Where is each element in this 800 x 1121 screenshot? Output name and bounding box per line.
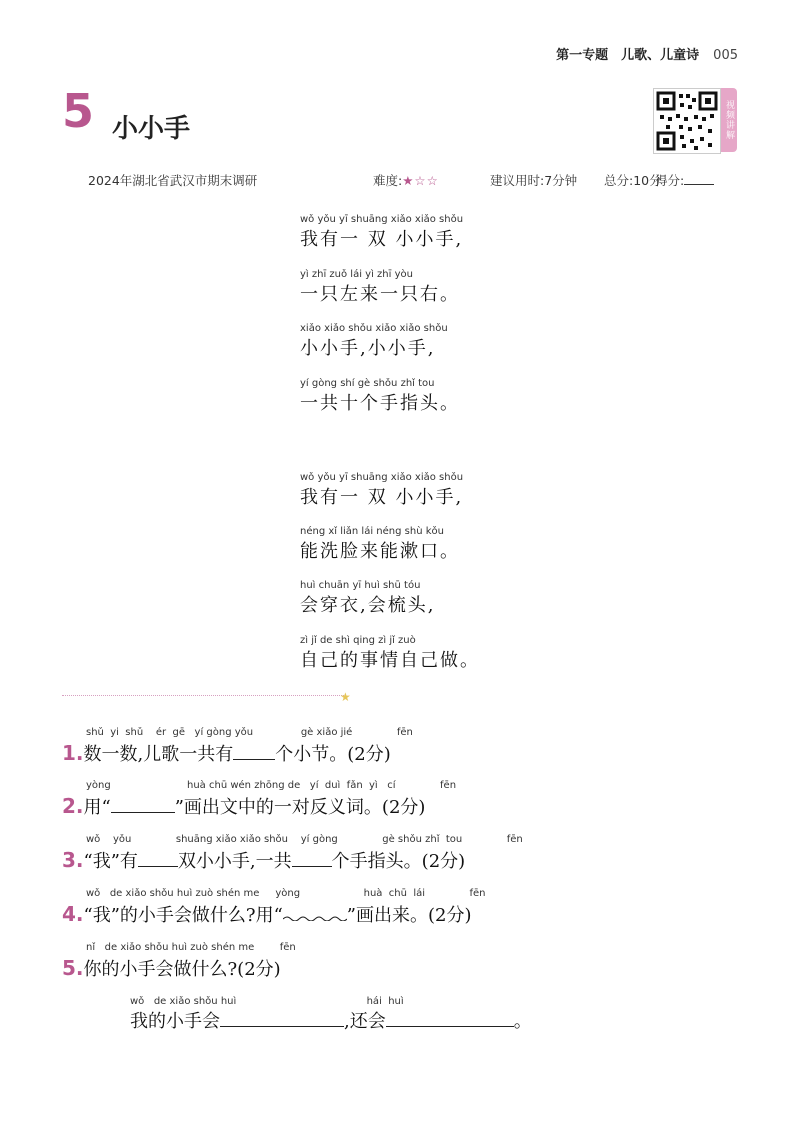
poem-text: 我有一 双 小小手,: [300, 487, 464, 508]
pinyin: wǒ yǒu yī shuāng xiǎo xiǎo shǒu: [300, 214, 464, 225]
answer-blank[interactable]: [220, 1010, 344, 1027]
question-text: ”画出来。(2分): [346, 905, 472, 926]
question-text: 数一数,儿歌一共有: [83, 744, 234, 765]
score-blank[interactable]: [684, 172, 714, 185]
poem-text: 一共十个手指头。: [300, 393, 460, 414]
poem-line: [300, 378, 560, 417]
poem-line: [300, 580, 560, 619]
question-4: wǒ de xiǎo shǒu huì zuò shén me yòng huà chū lái fēn 4.“我”的小手会做什么?用“ ”画出来。(2分): [62, 888, 762, 928]
poem-line: [300, 635, 560, 674]
pinyin: wǒ de xiǎo shǒu huì hái huì: [130, 996, 404, 1007]
question-text: 个小节。(2分): [275, 744, 391, 765]
pinyin: yì zhī zuǒ lái yì zhī yòu: [300, 269, 413, 280]
question-number: 1: [62, 741, 76, 765]
running-head: [556, 44, 738, 63]
question-1: shǔ yi shǔ ér gē yí gòng yǒu gè xiǎo jié fēn 1.数一数,儿歌一共有 个小节。(2分): [62, 727, 762, 767]
answer-blank[interactable]: [138, 850, 178, 867]
pinyin: yòng huà chū wén zhōng de yí duì fǎn yì cí fēn: [86, 780, 457, 791]
question-number: 2: [62, 794, 76, 818]
poem-text: 会穿衣,会梳头,: [300, 595, 436, 616]
poem-text: 一只左来一只右。: [300, 284, 460, 305]
question-text: 双小小手,一共: [177, 851, 292, 872]
pinyin: yí gòng shí gè shǒu zhǐ tou: [300, 378, 435, 389]
question-number: 4: [62, 902, 76, 926]
answer-text: ,还会: [344, 1011, 386, 1032]
suggested-time: 建议用时:7分钟: [490, 173, 578, 188]
pinyin: xiǎo xiǎo shǒu xiǎo xiǎo shǒu: [300, 323, 448, 334]
difficulty: [373, 171, 439, 189]
poem-text: 我有一 双 小小手,: [300, 229, 464, 250]
poem-text: 自己的事情自己做。: [300, 650, 480, 671]
poem-line: [300, 214, 560, 253]
poem-line: [300, 323, 560, 362]
page-number: 005: [713, 48, 738, 63]
answer-blank[interactable]: [111, 796, 175, 813]
difficulty-stars: ★☆☆: [402, 173, 439, 188]
poem-text: 能洗脸来能漱口。: [300, 541, 460, 562]
exam-source: 2024年湖北省武汉市期末调研: [88, 173, 258, 188]
poem-text: 小小手,小小手,: [300, 338, 436, 359]
answer-text: 。: [513, 1011, 532, 1032]
question-text: 用“: [83, 797, 111, 818]
video-explanation-tab[interactable]: 视频讲解: [721, 88, 737, 152]
star-icon: ★: [340, 690, 351, 704]
pinyin: huì chuān yī huì shū tóu: [300, 580, 421, 591]
question-text: “我”有: [83, 851, 138, 872]
question-5: nǐ de xiǎo shǒu huì zuò shén me fēn 5.你的小手会做什么?(2分): [62, 942, 762, 982]
total-score: 总分:10分: [604, 173, 662, 188]
pinyin: wǒ de xiǎo shǒu huì zuò shén me yòng huà chū lái fēn: [86, 888, 486, 899]
question-2: yòng huà chū wén zhōng de yí duì fǎn yì cí fēn 2.用“ ”画出文中的一对反义词。(2分): [62, 780, 762, 820]
pinyin: zì jǐ de shì qing zì jǐ zuò: [300, 635, 416, 646]
pinyin: shǔ yi shǔ ér gē yí gòng yǒu gè xiǎo jié fēn: [86, 727, 413, 738]
pinyin: néng xǐ liǎn lái néng shù kǒu: [300, 526, 444, 537]
section-title: 第一专题 儿歌、儿童诗: [556, 48, 700, 63]
question-text: ”画出文中的一对反义词。(2分): [174, 797, 426, 818]
wavy-underline-icon[interactable]: [283, 907, 347, 921]
question-number: 3: [62, 848, 76, 872]
pinyin: nǐ de xiǎo shǒu huì zuò shén me fēn: [86, 942, 296, 953]
lesson-title: 小小手: [112, 114, 191, 144]
answer-blank[interactable]: [292, 850, 332, 867]
score-label: 得分:: [655, 173, 685, 188]
section-divider: [62, 695, 344, 696]
pinyin: wǒ yǒu yī shuāng xiǎo xiǎo shǒu: [300, 472, 464, 483]
answer-text: 我的小手会: [130, 1011, 220, 1032]
answer-line: [130, 996, 800, 1034]
poem-line: [300, 526, 560, 565]
lesson-number: 5: [62, 84, 95, 138]
answer-blank[interactable]: [233, 743, 275, 760]
question-text: 个手指头。(2分): [331, 851, 466, 872]
question-number: 5: [62, 956, 76, 980]
question-3: wǒ yǒu shuāng xiǎo xiǎo shǒu yí gòng gè shǒu zhǐ tou fēn 3.“我”有 双小小手,一共 个手指头。(2分): [62, 834, 762, 874]
qr-code-icon[interactable]: [653, 88, 721, 154]
poem-line: [300, 269, 560, 308]
pinyin: wǒ yǒu shuāng xiǎo xiǎo shǒu yí gòng gè shǒu zhǐ tou fēn: [86, 834, 523, 845]
score-field[interactable]: [655, 171, 714, 189]
question-text: 你的小手会做什么?(2分): [83, 959, 281, 980]
difficulty-label: 难度:: [373, 173, 403, 188]
question-text: “我”的小手会做什么?用“: [83, 905, 283, 926]
poem-line: [300, 472, 560, 511]
answer-blank[interactable]: [386, 1010, 514, 1027]
